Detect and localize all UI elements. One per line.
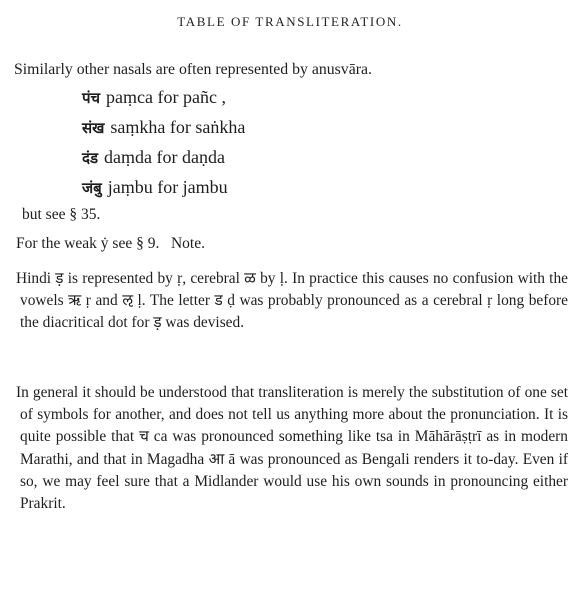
example-row	[82, 116, 245, 139]
transliteration-text: jaṃbu for jambu	[107, 177, 228, 197]
paragraph-hindi: Hindi ड़ is represented by ṛ, cerebral ळ by ḷ. In practice this causes no confusion with the vowels ऋ ṛ and ऌ ḷ. The letter ड ḍ was probably pronounced as a cerebral ṛ long before the diacritical dot for ड़ was devised.	[16, 270, 568, 332]
example-row	[82, 86, 226, 109]
transliteration-text: daṃda for daṇda	[104, 147, 225, 167]
devanagari-word: पंच	[82, 89, 101, 107]
transliteration-text: paṃca for pañc ,	[106, 87, 226, 107]
see-reference: but see § 35.	[22, 206, 101, 223]
weak-note: For the weak ẏ see § 9. Note.	[16, 235, 205, 252]
intro-line: Similarly other nasals are often represented by anusvāra.	[14, 61, 372, 78]
example-row	[82, 146, 225, 169]
devanagari-word: जंबु	[82, 179, 102, 197]
devanagari-word: संख	[82, 119, 105, 137]
example-row	[82, 176, 228, 199]
devanagari-word: दंड	[82, 149, 98, 167]
transliteration-text: saṃkha for saṅkha	[110, 117, 246, 137]
page-title: TABLE OF TRANSLITERATION.	[177, 14, 403, 29]
paragraph-general: In general it should be understood that transliteration is merely the substitution of one set of symbols for another, and does not tell us anything more about the pronunciation. It is quite possible that च ca was pronounced something like tsa in Māhārāṣṭrī as in modern Marathi, and that in Magadha आ ā was pronounced as Bengali renders it to-day. Even if so, we may feel sure that a Midlander would use his own sounds in pronouncing either Prakrit.	[16, 384, 568, 513]
